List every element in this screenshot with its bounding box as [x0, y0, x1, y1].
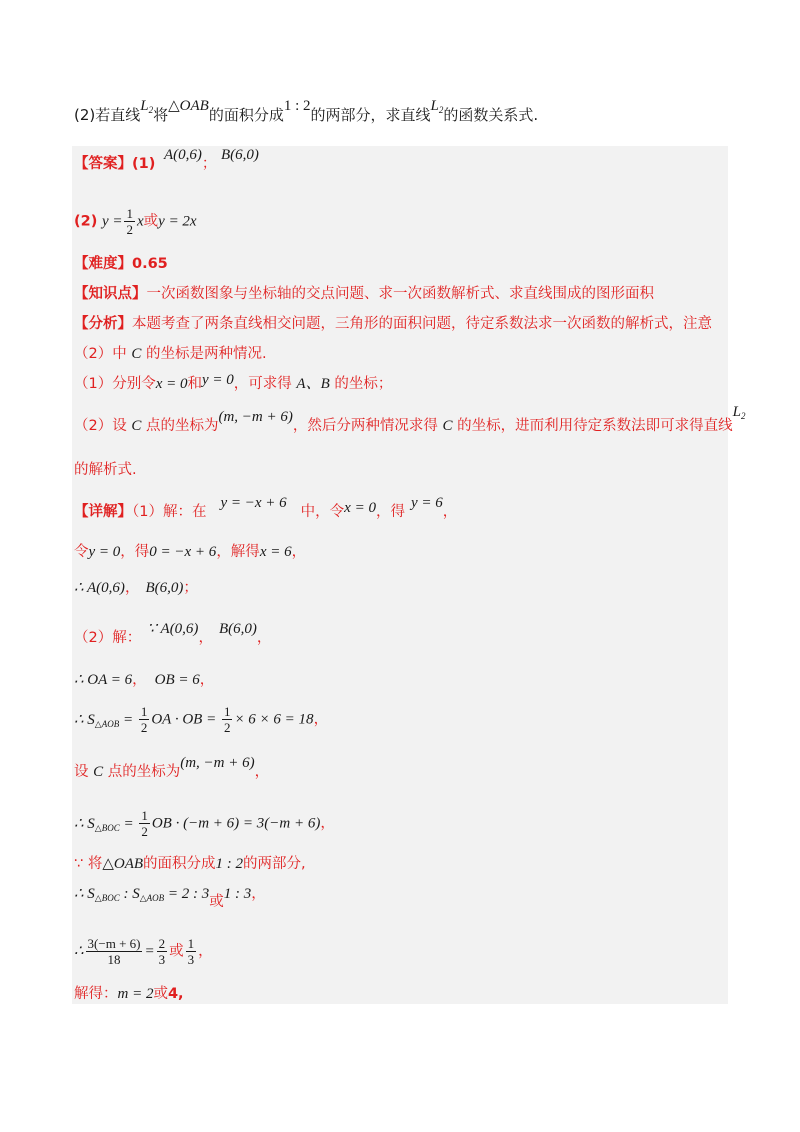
detail-line-10: ∴ $S_{\triangle BOC}$ : $S_{\triangle AOB} = 2$ : 3或1 : 3， [74, 886, 266, 910]
detail-line-1: 【详解】（1）解：在y = −x + 6中，令x = 0，得y = 6， [74, 495, 458, 520]
detail-line-9: ∵ 将△OAB的面积分成1 : 2的两部分, [74, 856, 306, 872]
detail-line-12: 解得：m = 2或4, [74, 986, 184, 1002]
difficulty-line: 【难度】0.65 [74, 256, 168, 272]
analysis-line-3: （1）分别令x = 0和y = 0，可求得 A、B 的坐标； [74, 372, 393, 392]
line-l2-symbol-3: $L_2$ [732, 404, 746, 421]
analysis-line-5: 的解析式. [74, 462, 137, 478]
analysis-line-4: （2）设 C 点的坐标为(m, −m + 6)，然后分两种情况求得 C 的坐标，进而利用待定系数法即可求得直线$L_2$ [74, 404, 746, 434]
question-text: (2)若直线$L_2$将△OAB的面积分成1 : 2的两部分，求直线$L_2$的函数关系式. [74, 98, 539, 124]
analysis-line-2: （2）中 C 的坐标是两种情况. [74, 346, 267, 362]
analysis-line-1: 【分析】本题考查了两条直线相交问题，三角形的面积问题，待定系数法求一次函数的解析式，注意 [74, 316, 712, 332]
detail-line-7: 设 C 点的坐标为(m, −m + 6)， [74, 755, 270, 780]
detail-line-8: ∴ $S_{\triangle BOC}$ = $\frac{1}{2}$ OB · (−m + 6) = 3(−m + 6)， [74, 808, 335, 839]
detail-line-6: ∴ $S_{\triangle AOB}$ = $\frac{1}{2}$ OA · OB = $\frac{1}{2}$ × 6 × 6 = 18， [74, 704, 329, 735]
answer-line: 【答案】(1) A(0,6)； B(6,0) [74, 147, 259, 172]
knowledge-line: 【知识点】一次函数图象与坐标轴的交点问题、求一次函数解析式、求直线围成的图形面积 [74, 286, 654, 302]
detail-line-5: ∴ OA = 6， OB = 6， [74, 672, 215, 688]
detail-line-3: ∴ A(0,6)， B(6,0)； [74, 580, 198, 596]
ratio: 1 : 2 [283, 98, 311, 114]
detail-line-4: （2）解：∵ A(0,6)，B(6,0)， [74, 621, 272, 646]
triangle-oab: △OAB [168, 98, 209, 114]
detail-line-11: ∴ $\frac{3(-m + 6)}{18}$ = $\frac{2}{3}$ 或 $\frac{1}{3}$ ， [74, 936, 213, 967]
line-l2-symbol-2: $L_2$ [430, 98, 444, 115]
answer-part2: (2) y = $\frac{1}{2}$ x或y = 2x [74, 206, 197, 237]
detail-line-2: 令y = 0，得0 = −x + 6，解得x = 6， [74, 544, 307, 560]
fraction-half: $\frac{1}{2}$ [126, 206, 133, 237]
line-l2-symbol: $L_2$ [140, 98, 154, 115]
